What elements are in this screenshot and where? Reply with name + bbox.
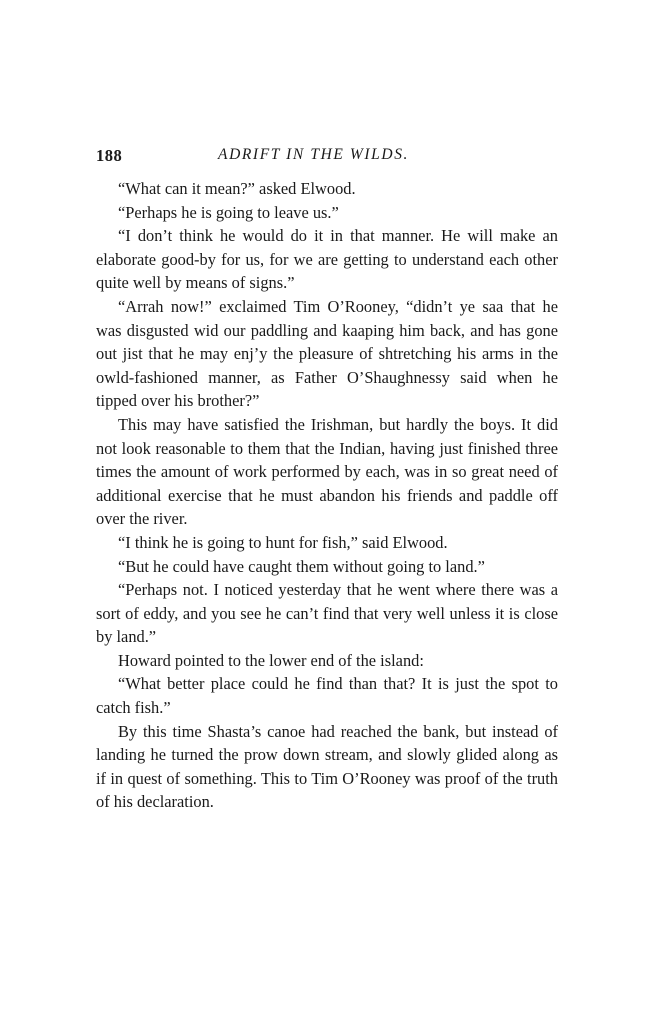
paragraph: “I don’t think he would do it in that manner. He will make an elaborate good-by for us, for we are getting to understand each other quite well by means of signs.”: [96, 226, 558, 293]
paragraph: “Perhaps not. I noticed yesterday that he went where there was a sort of eddy, and you see he can’t find that very well unless it is close by land.”: [96, 580, 558, 647]
page-number: 188: [96, 146, 123, 165]
paragraph: “But he could have caught them without going to land.”: [118, 556, 485, 576]
paragraph: “What can it mean?” asked Elwood.: [118, 179, 356, 198]
paragraph: “Perhaps he is going to leave us.”: [118, 202, 339, 222]
page-header: [96, 138, 558, 168]
paragraph: This may have satisfied the Irishman, but hardly the boys. It did not look reasonable to them that the Indian, having just finished three times the amount of work performed by each, was in so great need of additional exercise that he must abandon his friends and paddle off over the river.: [96, 414, 558, 529]
paragraph: By this time Shasta’s canoe had reached the bank, but instead of landing he turned the prow down stream, and slowly glided along as if in quest of something. This to Tim O’Rooney was proof of the truth of his declaration.: [96, 721, 558, 812]
running-title: ADRIFT IN THE WILDS.: [218, 146, 410, 163]
book-page: [96, 138, 558, 814]
paragraph: Howard pointed to the lower end of the island:: [118, 650, 424, 670]
body-text: [96, 177, 558, 814]
paragraph: “I think he is going to hunt for fish,” said Elwood.: [118, 532, 448, 552]
paragraph: “Arrah now!” exclaimed Tim O’Rooney, “didn’t ye saa that he was disgusted wid our paddling and kaaping him back, and has gone out jist that he may enj’y the pleasure of shtretching his arms in the owld-fashioned manner, as Father O’Shaughnessy said when he tipped over his brother?”: [96, 296, 558, 411]
paragraph: “What better place could he find than that? It is just the spot to catch fish.”: [96, 674, 558, 718]
